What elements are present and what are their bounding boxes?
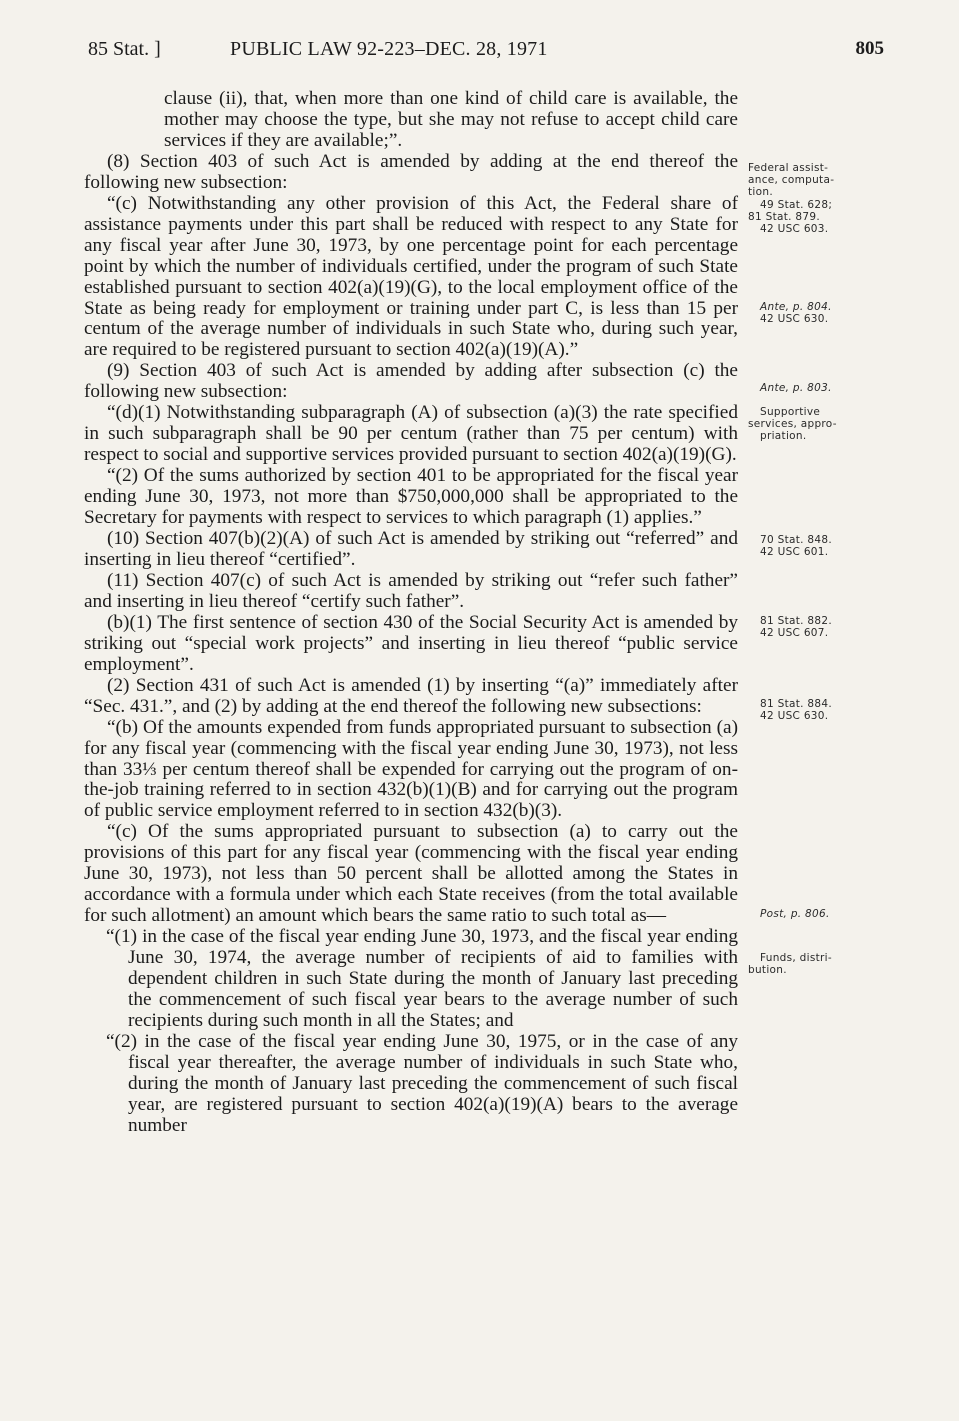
- paragraph-b2: (2) Section 431 of such Act is amended (1) by inserting “(a)” immediately after “Sec. 431.”, and (2) by adding at the end thereof the following new subsections:: [84, 674, 738, 717]
- page-number: 805: [855, 38, 884, 59]
- paragraph-431c: “(c) Of the sums appropriated pursuant to subsection (a) to carry out the provisions of this part for any fiscal year (commencing with the fiscal year ending June 30, 1973), not less than 50 percent shall be allotted among the States in accordance with a formula under which each State receives (from the total available for such allotment) an amount which bears the same ratio to such total as—: [84, 821, 738, 927]
- paragraph-9: (9) Section 403 of such Act is amended by adding after subsection (c) the following new subsection:: [84, 360, 738, 403]
- margin-citation: 81 Stat. 884. 42 USC 630.: [760, 698, 832, 722]
- paragraph-431c-1: “(1) in the case of the fiscal year ending June 30, 1973, and the fiscal year ending June 30, 1974, the average number of recipients of aid to families with dependent children in such State during the month of January last preceding the commencement of such fiscal year bears to the average number of such recipients during such month in all the States; and: [106, 926, 738, 1031]
- paragraph-10: (10) Section 407(b)(2)(A) of such Act is amended by striking out “referred” and inserting in lieu thereof “certified”.: [84, 528, 738, 570]
- page-header: [88, 38, 884, 68]
- paragraph-subsection-d1: “(d)(1) Notwithstanding subparagraph (A) of subsection (a)(3) the rate specified in such subparagraph shall be 90 per centum (rather than 75 per centum) with respect to social and supportive services provided pursuant to section 402(a)(19)(G).: [84, 402, 738, 466]
- paragraph-b1: (b)(1) The first sentence of section 430 of the Social Security Act is amended by striking out “special work projects” and inserting in lieu thereof “public service employment”.: [84, 611, 738, 675]
- paragraph-subsection-d2: “(2) Of the sums authorized by section 401 to be appropriated for the fiscal year ending June 30, 1973, not more than $750,000,000 shall be appropriated to the Secretary for payments with respect to services to which paragraph (1) applies.”: [84, 465, 738, 529]
- margin-note: Federal assist- ance, computa- tion.: [748, 162, 835, 198]
- paragraph-431c-2: “(2) in the case of the fiscal year ending June 30, 1975, or in the case of any fiscal year thereafter, the average number of individuals in such State who, during the month of January last preceding the commencement of such fiscal year, are registered pursuant to section 402(a)(19)(A) bears to the average number: [106, 1030, 738, 1136]
- paragraph-clause-ii: clause (ii), that, when more than one kind of child care is available, the mother may choose the type, but she may not refuse to accept child care services if they are available;”.: [164, 88, 738, 151]
- margin-note: Funds, distri- bution.: [748, 952, 832, 976]
- margin-note: Supportive services, appro- priation.: [748, 406, 837, 442]
- paragraph-subsection-c: “(c) Notwithstanding any other provision of this Act, the Federal share of assistance payments under this part shall be reduced with respect to any State for any fiscal year after June 30, 1973, by one percentage point for each percentage point by which the number of individuals certified, under the program of such State established pursuant to section 402(a)(19)(G), to the local employment office of the State as being ready for employment or training under part C, is less than 15 per centum of the average number of individuals in such State who, during such year, are required to be registered pursuant to section 402(a)(19)(A).”: [84, 192, 738, 361]
- paragraph-11: (11) Section 407(c) of such Act is amended by striking out “refer such father” and inserting in lieu thereof “certify such father”.: [84, 569, 738, 612]
- statute-volume: 85 Stat. ]: [88, 38, 161, 60]
- paragraph-8: (8) Section 403 of such Act is amended by adding at the end thereof the following new subsection:: [84, 150, 738, 193]
- margin-citation: Ante, p. 803.: [760, 382, 832, 394]
- margin-citation: 81 Stat. 882. 42 USC 607.: [760, 615, 832, 639]
- running-title: PUBLIC LAW 92-223–DEC. 28, 1971: [230, 38, 548, 60]
- margin-citation: 49 Stat. 628; 81 Stat. 879. 42 USC 603.: [748, 199, 833, 235]
- margin-citation: Ante, p. 804. 42 USC 630.: [760, 301, 832, 325]
- paragraph-431b: “(b) Of the amounts expended from funds appropriated pursuant to subsection (a) for any fiscal year (commencing with the fiscal year ending June 30, 1973), not less than 33⅓ per centum thereof shall be expended for carrying out the program of on-the-job training referred to in section 432(b)(1)(B) and for carrying out the program of public service employment referred to in section 432(b)(3).: [84, 716, 738, 822]
- margin-citation: Post, p. 806.: [760, 908, 830, 920]
- margin-citation: 70 Stat. 848. 42 USC 601.: [760, 534, 832, 558]
- body-text: [84, 89, 738, 1137]
